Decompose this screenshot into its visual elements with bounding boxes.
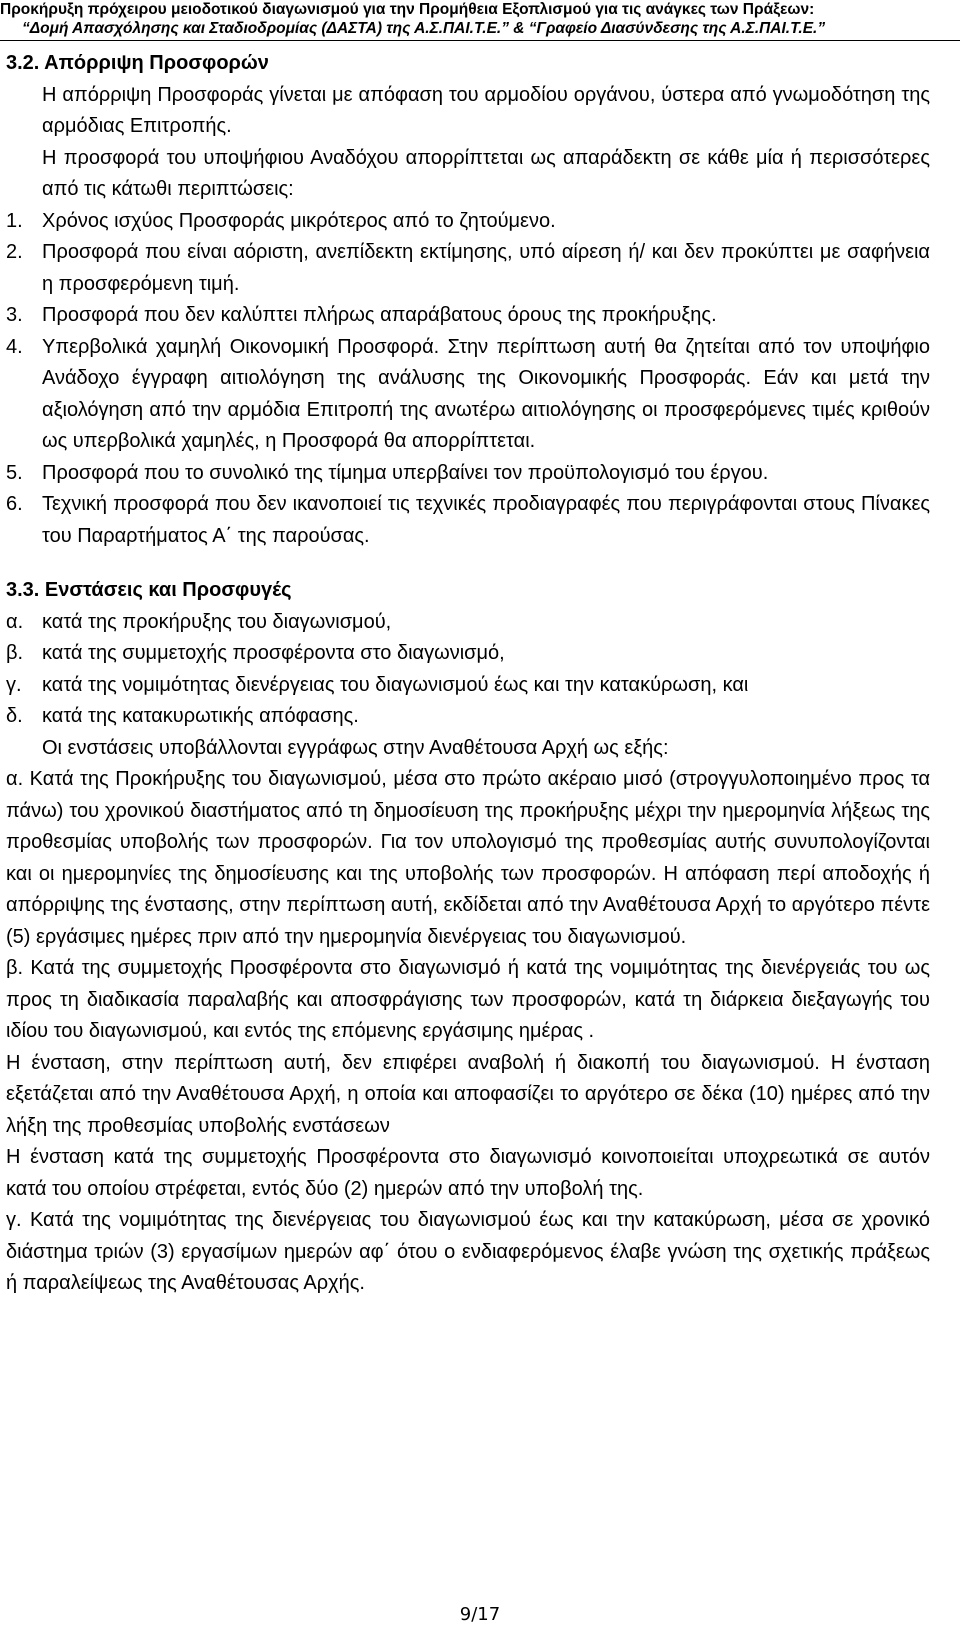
list-item xyxy=(6,458,930,490)
paragraph: Η απόρριψη Προσφοράς γίνεται με απόφαση του αρμοδίου οργάνου, ύστερα από γνωμοδότηση της αρμόδιας Επιτροπής. xyxy=(42,83,930,137)
list-item xyxy=(6,206,930,238)
paragraph: Η προσφορά του υποψήφιου Αναδόχου απορρίπτεται ως απαράδεκτη σε κάθε μία ή περισσότερες από τις κάτωθι περιπτώσεις: xyxy=(42,146,930,200)
list-item-letter: α. xyxy=(6,610,24,633)
paragraph: Η ένσταση κατά της συμμετοχής Προσφέροντα στο διαγωνισμό κοινοποιείται υποχρεωτικά σε αυτόν κατά του οποίου στρέφεται, εντός δύο (2) ημερών από την υποβολή της. xyxy=(6,1146,930,1200)
paragraph: Η ένσταση, στην περίπτωση αυτή, δεν επιφέρει αναβολή ή διακοπή του διαγωνισμού. Η ένσταση εξετάζεται από την Αναθέτουσα Αρχή, η οποία και αποφασίζει το αργότερο σε δέκα (10) ημέρες από την λήξη της προθεσμίας υποβολής ενστάσεων xyxy=(6,1051,930,1137)
list-item-number: 1. xyxy=(6,209,23,232)
header-subtitle: “Δομή Απασχόλησης και Σταδιοδρομίας (ΔΑΣΤΑ) της Α.Σ.ΠΑΙ.Τ.Ε.” & “Γραφείο Διασύνδεσης της Α.Σ.ΠΑΙ.Τ.Ε.” xyxy=(22,20,826,37)
list-item-number: 5. xyxy=(6,461,23,484)
list-item xyxy=(6,489,930,552)
list-item-text: Τεχνική προσφορά που δεν ικανοποιεί τις τεχνικές προδιαγραφές που περιγράφονται στους Πίνακες του Παραρτήματος Α΄ της παρούσας. xyxy=(42,493,930,547)
list-item-letter: δ. xyxy=(6,705,23,727)
list-item-text: κατά της συμμετοχής προσφέροντα στο διαγωνισμό, xyxy=(42,642,505,664)
section-heading-objections: 3.3. Ενστάσεις και Προσφυγές xyxy=(6,579,292,601)
page-number: 9/17 xyxy=(459,1604,501,1625)
list-item-text: κατά της νομιμότητας διενέργειας του διαγωνισμού έως και την κατακύρωση, και xyxy=(42,673,749,696)
list-item-number: 6. xyxy=(6,493,23,515)
list-item xyxy=(6,670,930,702)
rejection-cases-list xyxy=(6,206,930,553)
list-item xyxy=(6,332,930,458)
list-item-text: Προσφορά που δεν καλύπτει πλήρως απαράβατους όρους της προκήρυξης. xyxy=(42,304,717,326)
list-item xyxy=(6,300,930,332)
list-item xyxy=(6,638,930,670)
document-body xyxy=(6,48,930,1300)
list-item-number: 3. xyxy=(6,304,23,326)
list-item-text: Χρόνος ισχύος Προσφοράς μικρότερος από το ζητούμενο. xyxy=(42,209,556,232)
list-item-text: κατά της κατακυρωτικής απόφασης. xyxy=(42,705,359,727)
objections-list xyxy=(6,607,930,733)
section-heading-rejection: 3.2. Απόρριψη Προσφορών xyxy=(6,52,269,74)
list-item-letter: γ. xyxy=(6,673,22,696)
list-item xyxy=(6,237,930,300)
list-item-number: 2. xyxy=(6,241,23,263)
paragraph: β. Κατά της συμμετοχής Προσφέροντα στο διαγωνισμό ή κατά της νομιμότητας της διενέργειάς του ως προς τη διαδικασία παραλαβής και αποσφράγισης των προσφορών, κατά τη διάρκεια διεξαγωγής του ιδίου του διαγωνισμού, και εντός της επόμενης εργάσιμης ημέρας . xyxy=(6,957,930,1042)
section-spacer xyxy=(6,552,930,575)
list-item xyxy=(6,701,930,733)
page-header xyxy=(0,0,960,41)
list-item-number: 4. xyxy=(6,335,23,358)
header-title: Προκήρυξη πρόχειρου μειοδοτικού διαγωνισμού για την Προμήθεια Εξοπλισμού για τις ανάγκες των Πράξεων: xyxy=(0,1,815,18)
list-item-text: κατά της προκήρυξης του διαγωνισμού, xyxy=(42,610,392,633)
paragraph: Οι ενστάσεις υποβάλλονται εγγράφως στην Αναθέτουσα Αρχή ως εξής: xyxy=(42,736,669,759)
list-item-text: Προσφορά που το συνολικό της τίμημα υπερβαίνει τον προϋπολογισμό του έργου. xyxy=(42,461,769,484)
paragraph: γ. Κατά της νομιμότητας της διενέργειας του διαγωνισμού έως και την κατακύρωση, μέσα σε χρονικό διάστημα τριών (3) εργασίμων ημερών αφ΄ ότου ο ενδιαφερόμενος έλαβε γνώση της σχετικής πράξεως ή παραλείψεως της Αναθέτουσας Αρχής. xyxy=(6,1209,930,1294)
list-item-letter: β. xyxy=(6,642,24,664)
list-item xyxy=(6,607,930,639)
list-item-text: Προσφορά που είναι αόριστη, ανεπίδεκτη εκτίμησης, υπό αίρεση ή/ και δεν προκύπτει με σαφήνεια η προσφερόμενη τιμή. xyxy=(42,241,930,295)
paragraph: α. Κατά της Προκήρυξης του διαγωνισμού, μέσα στο πρώτο ακέραιο μισό (στρογγυλοποιημένο προς τα πάνω) του χρονικού διαστήματος από τη δημοσίευση της προκήρυξης μέχρι την ημερομηνία λήξεως της προθεσμίας υποβολής των προσφορών. Για τον υπολογισμό της προθεσμίας αυτής συνυπολογίζονται και οι ημερομηνίες της δημοσίευσης και της υποβολής των προσφορών. Η απόφαση περί αποδοχής ή απόρριψης της ένστασης, στην περίπτωση αυτή, εκδίδεται από την Αναθέτουσα Αρχή το αργότερο πέντε (5) εργάσιμες ημέρες πριν από την ημερομηνία διενέργειας του διαγωνισμού. xyxy=(6,768,930,948)
list-item-text: Υπερβολικά χαμηλή Οικονομική Προσφορά. Στην περίπτωση αυτή θα ζητείται από τον υποψήφιο Ανάδοχο έγγραφη αιτιολόγηση της ανάλυσης της Οικονομικής Προσφοράς. Εάν και μετά την αξιολόγηση από την αρμόδια Επιτροπή της ανωτέρω αιτιολόγησης οι προσφερόμενες τιμές κριθούν ως υπερβολικά χαμηλές, η Προσφορά θα απορρίπτεται. xyxy=(42,335,930,452)
